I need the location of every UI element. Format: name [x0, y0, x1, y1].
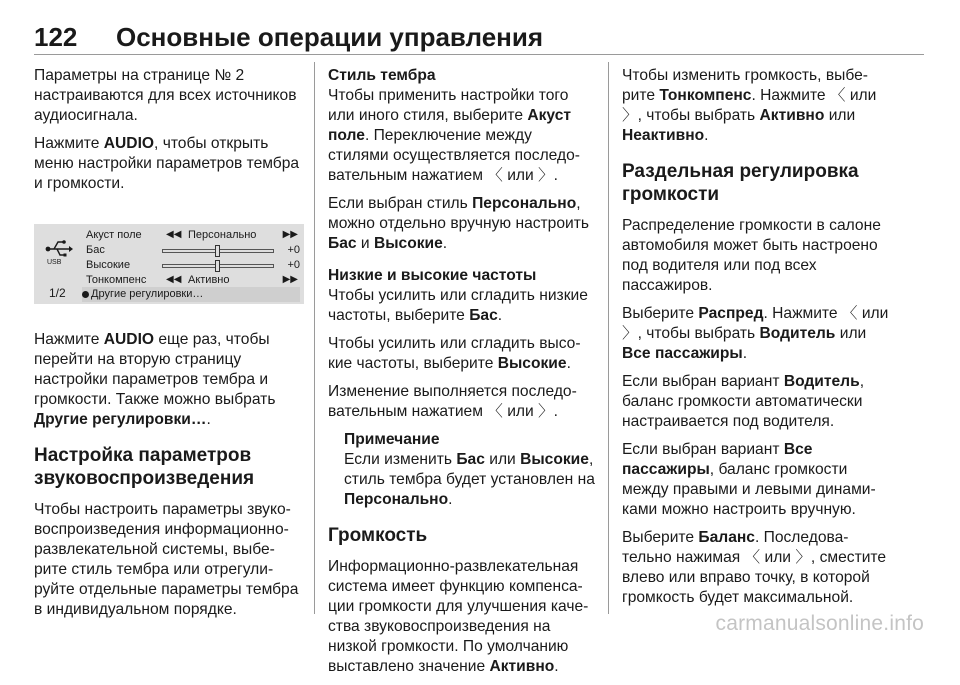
page-indicator: 1/2: [49, 286, 66, 300]
menu-item-bass[interactable]: Бас +0: [86, 244, 300, 256]
paragraph: Параметры на странице № 2 настраиваются для всех источников аудиосигнала.: [34, 67, 297, 124]
section-heading: Громкость: [328, 525, 428, 546]
header-divider: [34, 54, 924, 55]
paragraph: Нажмите AUDIO еще раз, чтобы перейти на вторую страницу настройки параметров тембра и громкости. Также можно выбрать Другие регулировки….: [34, 331, 276, 428]
paragraph: Нажмите AUDIO, чтобы открыть меню настройки параметров тембра и громкости.: [34, 135, 300, 192]
column-2: [328, 66, 596, 685]
bass-slider[interactable]: [162, 249, 274, 253]
menu-item-loudness[interactable]: Тонкомпенс ◀◀ Активно ▶▶: [86, 274, 298, 286]
paragraph: Если выбран стиль Персонально, можно отдельно вручную настроить Бас и Высокие.: [328, 195, 589, 252]
paragraph: Чтобы усилить или сгладить низкие частоты, выберите Бас.: [328, 287, 588, 324]
chapter-title: Основные операции управления: [116, 22, 544, 52]
menu-item-treble[interactable]: Высокие +0: [86, 259, 300, 271]
treble-slider[interactable]: [162, 264, 274, 268]
page-header: [34, 22, 924, 56]
column-1: [34, 66, 304, 628]
subsection-heading: Низкие и высокие частоты: [328, 267, 537, 284]
paragraph: Выберите Баланс. Последова-тельно нажимая 〈 или 〉, сместите влево или вправо точку, в которой громкость будет максимальной.: [622, 529, 887, 606]
arrow-right-icon: ▶▶: [282, 229, 298, 240]
paragraph: Если выбран вариант Все пассажиры, баланс громкости между правыми и левыми динами-ками можно настроить вручную.: [622, 441, 876, 518]
paragraph: Распределение громкости в салоне автомобиля может быть настроено под водителя или под всех пассажиров.: [622, 217, 881, 294]
arrow-left-icon: ◀◀: [166, 229, 182, 240]
arrow-left-icon: ◀◀: [166, 274, 182, 285]
column-divider: [314, 62, 315, 614]
paragraph: Чтобы настроить параметры звуко-воспроизведения информационно-развлекательной системы, выбе-рите стиль тембра или отрегули-руйте отдельные параметры тембра в индивидуальном порядке.: [34, 501, 299, 618]
slider-knob[interactable]: [215, 245, 220, 257]
paragraph: Если выбран вариант Водитель, баланс громкости автоматически настраивается под водителя.: [622, 373, 865, 430]
menu-item-more-settings[interactable]: Другие регулировки…: [82, 287, 300, 302]
note-text: Если изменить Бас или Высокие, стиль тембра будет установлен на Персонально.: [344, 451, 595, 508]
section-heading: Раздельная регулировка громкости: [622, 161, 859, 205]
paragraph: Чтобы изменить громкость, выбе-рите Тонкомпенс. Нажмите 〈 или 〉, чтобы выбрать Активно или Неактивно.: [622, 67, 877, 144]
selection-dot-icon: [82, 291, 89, 298]
menu-item-sound-field[interactable]: Акуст поле ◀◀ Персонально ▶▶: [86, 229, 298, 241]
subsection-heading: Стиль тембра: [328, 67, 436, 84]
column-divider: [608, 62, 609, 614]
column-3: [622, 66, 894, 616]
paragraph: Изменение выполняется последо-вательным нажатием 〈 или 〉.: [328, 383, 577, 420]
paragraph: Чтобы усилить или сгладить высо-кие частоты, выберите Высокие.: [328, 335, 581, 372]
watermark: carmanualsonline.info: [715, 612, 924, 635]
page-number: 122: [34, 22, 78, 52]
paragraph: Выберите Распред. Нажмите 〈 или 〉, чтобы выбрать Водитель или Все пассажиры.: [622, 305, 889, 362]
note-title: Примечание: [344, 431, 440, 448]
paragraph: Информационно-развлекательная система имеет функцию компенса-ции громкости для улучшения каче-ства звуковоспроизведения на низкой громкости. По умолчанию выставлено значение Активно.: [328, 558, 589, 675]
slider-knob[interactable]: [215, 260, 220, 272]
note-box: [344, 430, 596, 510]
section-heading: Настройка параметров звуковоспроизведения: [34, 445, 255, 489]
audio-settings-screen: [34, 224, 304, 304]
arrow-right-icon: ▶▶: [282, 274, 298, 285]
paragraph: Чтобы применить настройки того или иного стиля, выберите Акуст поле. Переключение между стилями осуществляется последо-вательным нажатием 〈 или 〉.: [328, 87, 580, 184]
usb-label: USB: [47, 259, 62, 266]
